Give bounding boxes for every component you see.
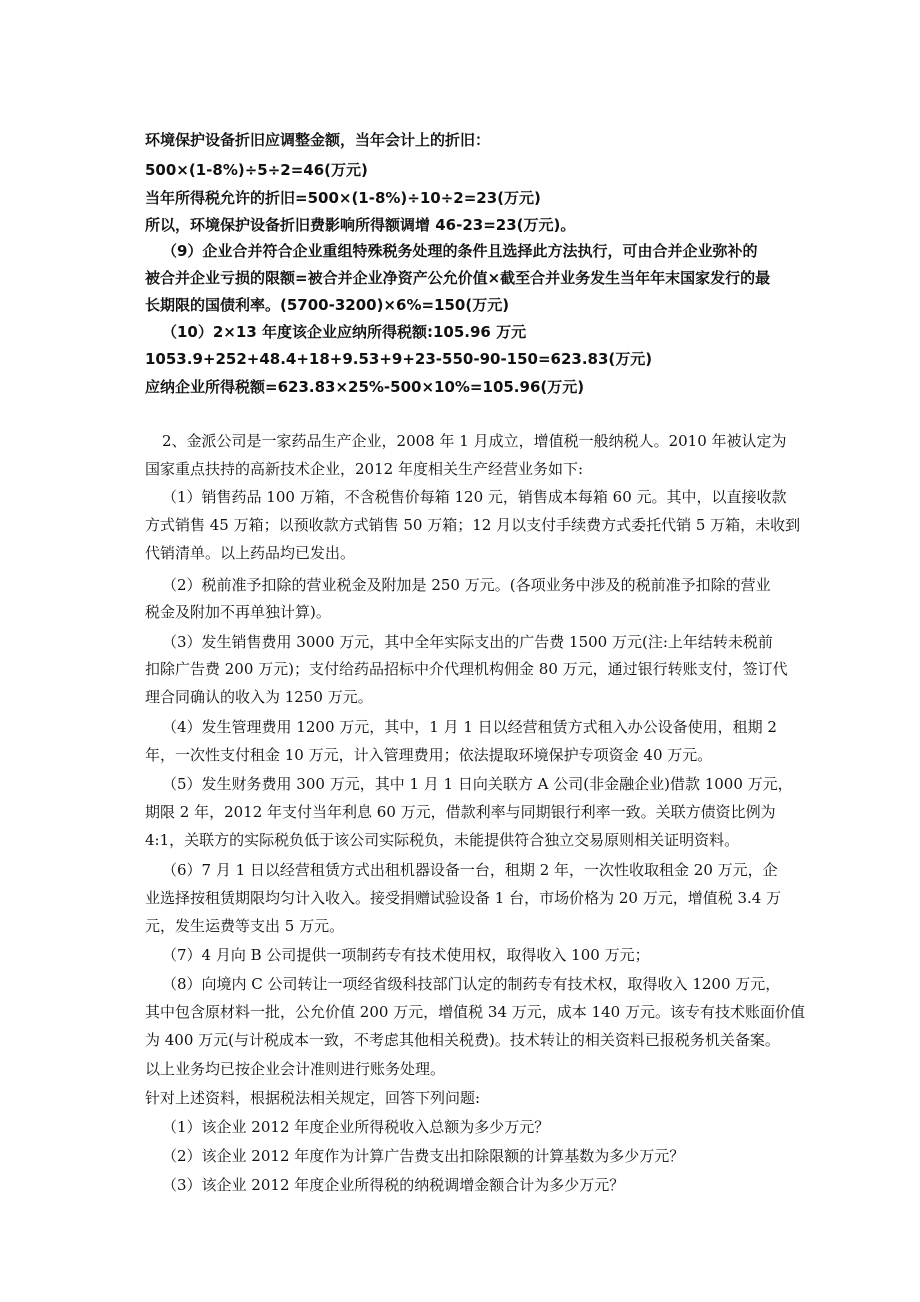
question-line: 代销清单。以上药品均已发出。 (145, 544, 356, 562)
question-item: （1）该企业 2012 年度企业所得税收入总额为多少万元？ (162, 1118, 550, 1136)
solution-line: （10）2×13 年度该企业应纳所得税额:105.96 万元 (162, 323, 527, 341)
question-line: 方式销售 45 万箱；以预收款方式销售 50 万箱；12 月以支付手续费方式委托代销 5 万箱，未收到 (145, 516, 801, 534)
solution-line: 应纳企业所得税额=623.83×25%-500×10%=105.96(万元) (145, 378, 585, 396)
solution-line: 环境保护设备折旧应调整金额，当年会计上的折旧： (145, 131, 491, 149)
question-line: （2）税前准予扣除的营业税金及附加是 250 万元。(各项业务中涉及的税前准予扣除的营业 (162, 576, 771, 594)
question-line: 其中包含原材料一批，公允价值 200 万元，增值税 34 万元，成本 140 万元。该专有技术账面价值 (145, 1003, 805, 1021)
question-line: 理合同确认的收入为 1250 万元。 (145, 688, 373, 706)
solution-line: 1053.9+252+48.4+18+9.53+9+23-550-90-150=623.83(万元) (145, 350, 653, 368)
question-line: （1）销售药品 100 万箱，不含税售价每箱 120 元，销售成本每箱 60 元。其中，以直接收款 (162, 488, 787, 506)
solution-line: 被合并企业亏损的限额=被合并企业净资产公允价值×截至合并业务发生当年年末国家发行的最 (145, 269, 771, 287)
question-line: 针对上述资料，根据税法相关规定，回答下列问题: (145, 1089, 481, 1107)
solution-line: 500×(1-8%)÷5÷2=46(万元) (145, 161, 368, 179)
question-line: 期限 2 年，2012 年支付当年利息 60 万元，借款利率与同期银行利率一致。关联方债资比例为 (145, 803, 776, 821)
question-line: 2、金派公司是一家药品生产企业，2008 年 1 月成立，增值税一般纳税人。2010 年被认定为 (162, 432, 787, 450)
question-line: （5）发生财务费用 300 万元，其中 1 月 1 日向关联方 A 公司(非金融企业)借款 1000 万元， (162, 775, 793, 793)
question-line: 为 400 万元(与计税成本一致，不考虑其他相关税费)。技术转让的相关资料已报税务机关备案。 (145, 1031, 780, 1049)
question-line: 元，发生运费等支出 5 万元。 (145, 917, 345, 935)
question-line: （8）向境内 C 公司转让一项经省级科技部门认定的制药专有技术权，取得收入 1200 万元， (162, 975, 781, 993)
question-item: （2）该企业 2012 年度作为计算广告费支出扣除限额的计算基数为多少万元？ (162, 1147, 685, 1165)
question-line: （4）发生管理费用 1200 万元，其中，1 月 1 日以经营租赁方式租入办公设备使用，租期 2 (162, 718, 777, 736)
question-line: 以上业务均已按企业会计准则进行账务处理。 (145, 1060, 446, 1078)
solution-line: 当年所得税允许的折旧=500×(1-8%)÷10÷2=23(万元) (145, 189, 541, 207)
question-line: 国家重点扶持的高新技术企业，2012 年度相关生产经营业务如下: (145, 460, 583, 478)
question-line: （3）发生销售费用 3000 万元，其中全年实际支出的广告费 1500 万元(注:上年结转未税前 (162, 633, 773, 651)
question-line: （6）7 月 1 日以经营租赁方式出租机器设备一台，租期 2 年，一次性收取租金 20 万元，企 (162, 861, 778, 879)
question-item: （3）该企业 2012 年度企业所得税的纳税调增金额合计为多少万元？ (162, 1176, 625, 1194)
solution-line: （9）企业合并符合企业重组特殊税务处理的条件且选择此方法执行，可由合并企业弥补的 (162, 242, 758, 260)
question-line: （7）4 月向 B 公司提供一项制药专有技术使用权，取得收入 100 万元； (162, 946, 650, 964)
question-line: 年，一次性支付租金 10 万元，计入管理费用；依法提取环境保护专项资金 40 万元。 (145, 746, 713, 764)
question-line: 4:1，关联方的实际税负低于该公司实际税负，未能提供符合独立交易原则相关证明资料。 (145, 831, 740, 849)
question-line: 税金及附加不再单独计算)。 (145, 603, 331, 621)
solution-line: 所以，环境保护设备折旧费影响所得额调增 46-23=23(万元)。 (145, 216, 576, 234)
solution-line: 长期限的国债利率。(5700-3200)×6%=150(万元) (145, 296, 510, 314)
question-line: 扣除广告费 200 万元)；支付给药品招标中介代理机构佣金 80 万元，通过银行转账支付，签订代 (145, 660, 788, 678)
question-line: 业选择按租赁期限均匀计入收入。接受捐赠试验设备 1 台，市场价格为 20 万元，增值税 3.4 万 (145, 889, 782, 907)
